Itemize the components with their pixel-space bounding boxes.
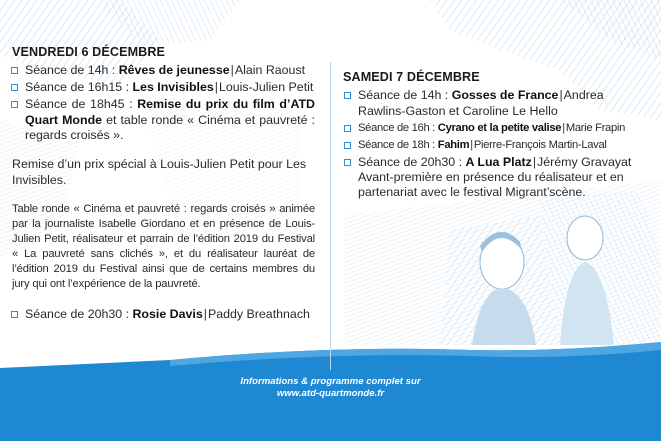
film-title: A Lua Platz: [465, 154, 532, 169]
film-director: Alain Raoust: [234, 63, 306, 78]
session-time: Séance de 14h :: [25, 63, 119, 78]
film-title: Cyrano et la petite valise: [437, 121, 562, 134]
award-paragraph: Remise d’un prix spécial à Louis-Julien Petit pour Les Invisibles.: [12, 157, 307, 187]
session-item: Séance de 14h : Gosses de France|Andrea Rawlins-Gaston et Caroline Le Hello: [343, 88, 648, 119]
saturday-title: SAMEDI 7 DÉCEMBRE: [343, 70, 480, 84]
film-director: Jérémy Gravayat: [537, 154, 632, 169]
award-title: Remise du prix du film d’ATD Quart Monde: [25, 97, 315, 127]
square-bullet-icon: [11, 101, 18, 108]
square-bullet-icon: [344, 92, 351, 99]
square-bullet-icon: [344, 125, 351, 132]
session-item: Séance de 20h30 : A Lua Platz|Jérémy Gravayat Avant-première en présence du réalisateur et en partenariat avec le festival Migrant’scène.: [343, 155, 648, 201]
session-time: Séance de 18h45 :: [25, 97, 138, 112]
square-bullet-icon: [344, 142, 351, 149]
session-item: Séance de 16h15 : Les Invisibles|Louis-Julien Petit: [10, 80, 315, 95]
session-item: Séance de 18h : Fahim|Pierre-François Martin-Laval: [343, 138, 648, 153]
roundtable-paragraph: Table ronde « Cinéma et pauvreté : regards croisés » animée par la journaliste Isabelle Giordano et en présence de Louis-Julien Petit, réalisateur et parrain de l’édition 2019 du Festival « La pauvreté sans clichés », et du réalisateur lauréat de l’édition 2019 du Festival ainsi que de certains membres du jury qui ont l’expérience de la pauvreté.: [12, 203, 315, 290]
session-time: Séance de 14h :: [358, 88, 452, 103]
square-bullet-icon: [11, 84, 18, 91]
footer-info-line: Informations & programme complet sur: [240, 376, 421, 387]
film-director: Marie Frapin: [565, 121, 626, 134]
friday-column: [10, 45, 315, 324]
session-item: Séance de 20h30 : Rosie Davis|Paddy Breathnach: [10, 307, 315, 322]
film-director: Andrea Rawlins-Gaston et Caroline Le Hello: [358, 88, 604, 118]
film-director: Louis-Julien Petit: [218, 80, 314, 95]
friday-title: VENDREDI 6 DÉCEMBRE: [12, 45, 166, 59]
film-director: Paddy Breathnach: [207, 306, 310, 321]
square-bullet-icon: [11, 67, 18, 74]
film-title: Fahim: [437, 138, 470, 151]
square-bullet-icon: [344, 159, 351, 166]
film-title: Rêves de jeunesse: [118, 63, 230, 78]
session-note: Avant-première en présence du réalisateur et en partenariat avec le festival Migrant’scène.: [358, 169, 624, 200]
session-time: Séance de 18h :: [358, 138, 438, 151]
film-title: Les Invisibles: [132, 80, 214, 95]
session-item: Séance de 14h : Rêves de jeunesse|Alain Raoust: [10, 63, 315, 78]
session-time: Séance de 16h15 :: [25, 80, 133, 95]
film-title: Gosses de France: [451, 88, 559, 103]
session-time: Séance de 16h :: [358, 121, 438, 134]
footer-info: [0, 376, 661, 400]
session-time: Séance de 20h30 :: [358, 154, 466, 169]
column-divider: [330, 62, 331, 370]
session-time: Séance de 20h30 :: [25, 306, 133, 321]
square-bullet-icon: [11, 311, 18, 318]
session-description: et table ronde « Cinéma et pauvreté : regards croisés ».: [25, 112, 315, 143]
session-item: [10, 97, 315, 143]
film-title: Rosie Davis: [132, 306, 203, 321]
saturday-column: [343, 70, 648, 202]
film-director: Pierre-François Martin-Laval: [473, 138, 607, 151]
website-link[interactable]: www.atd-quartmonde.fr: [276, 388, 385, 399]
session-item: Séance de 16h : Cyrano et la petite valise|Marie Frapin: [343, 121, 648, 136]
